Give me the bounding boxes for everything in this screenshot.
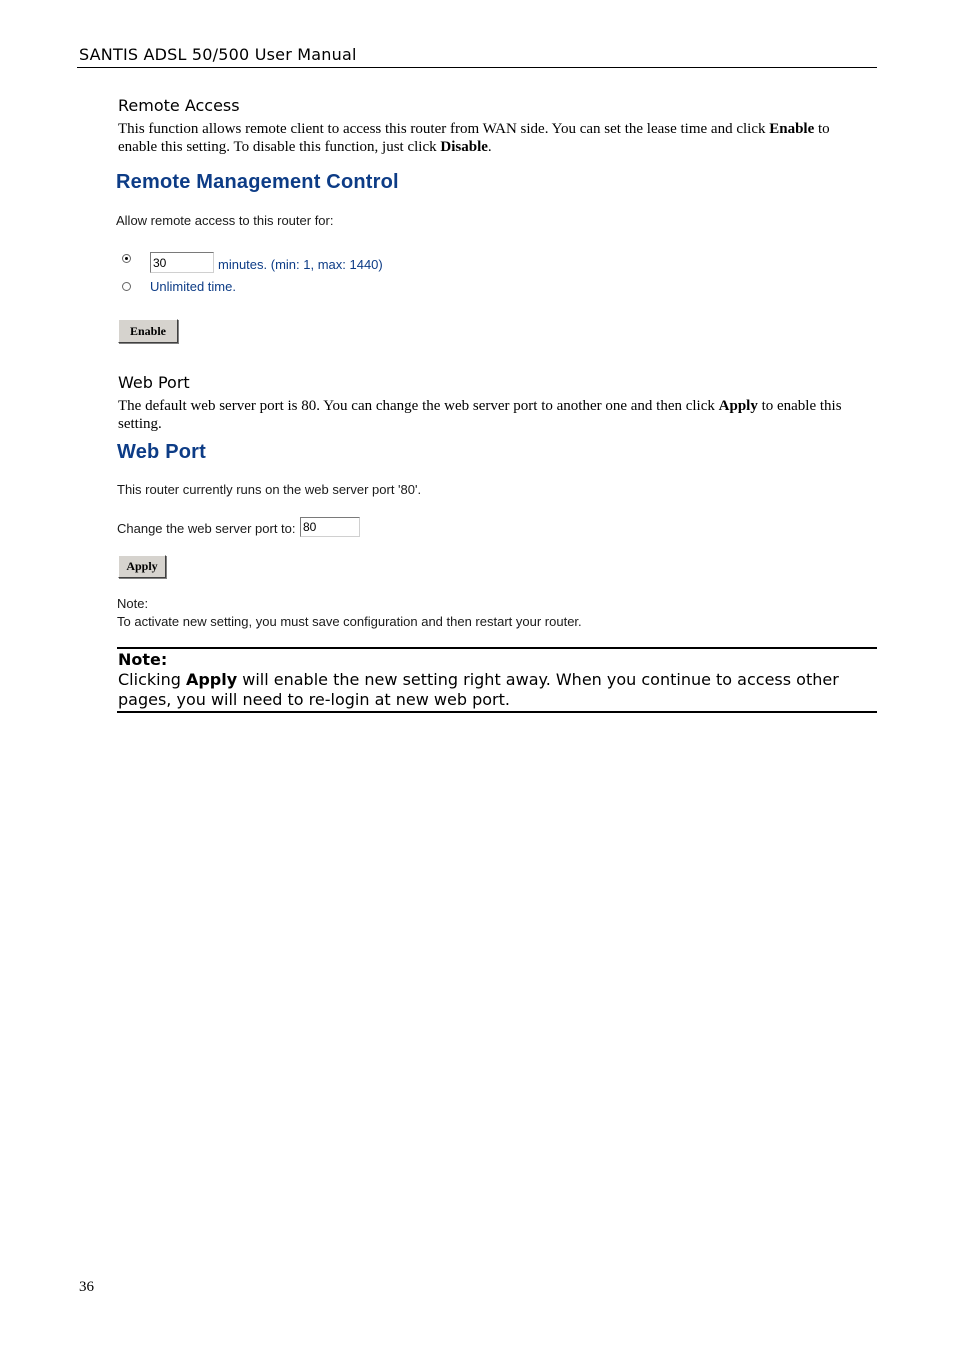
current-port-text: This router currently runs on the web server port '80'.	[117, 482, 422, 497]
unlimited-time-label: Unlimited time.	[150, 279, 236, 294]
allow-remote-label: Allow remote access to this router for:	[116, 213, 334, 228]
enable-button[interactable]: Enable	[118, 319, 178, 343]
radio-unlimited[interactable]	[122, 282, 131, 291]
apply-button[interactable]: Apply	[118, 555, 166, 578]
web-port-heading: Web Port	[118, 373, 190, 392]
minutes-range-label: minutes. (min: 1, max: 1440)	[218, 257, 383, 272]
note-box-top-rule	[117, 647, 877, 649]
manual-header-title: SANTIS ADSL 50/500 User Manual	[79, 45, 357, 64]
radio-minutes[interactable]	[122, 254, 131, 263]
note-box-bottom-rule	[117, 711, 877, 713]
remote-access-heading: Remote Access	[118, 96, 240, 115]
remote-management-title: Remote Management Control	[116, 171, 399, 193]
web-port-input[interactable]	[300, 517, 360, 537]
remote-access-paragraph: This function allows remote client to access this router from WAN side. You can set the lease time and click Enable to enable this setting. To disable this function, just click Disable.	[118, 121, 830, 155]
web-port-panel-title: Web Port	[117, 441, 207, 463]
panel-note-text: To activate new setting, you must save configuration and then restart your router.	[117, 614, 582, 629]
page-number: 36	[79, 1279, 94, 1295]
header-rule	[77, 67, 877, 68]
minutes-input[interactable]	[150, 252, 214, 273]
web-port-paragraph: The default web server port is 80. You can change the web server port to another one and then click Apply to enable this setting.	[118, 398, 842, 432]
change-port-label: Change the web server port to:	[117, 521, 296, 536]
note-box-text: Clicking Apply will enable the new setting right away. When you continue to access other pages, you will need to re-login at new web port.	[118, 670, 839, 709]
panel-note-label: Note:	[117, 596, 149, 611]
note-box-label: Note:	[118, 650, 168, 669]
